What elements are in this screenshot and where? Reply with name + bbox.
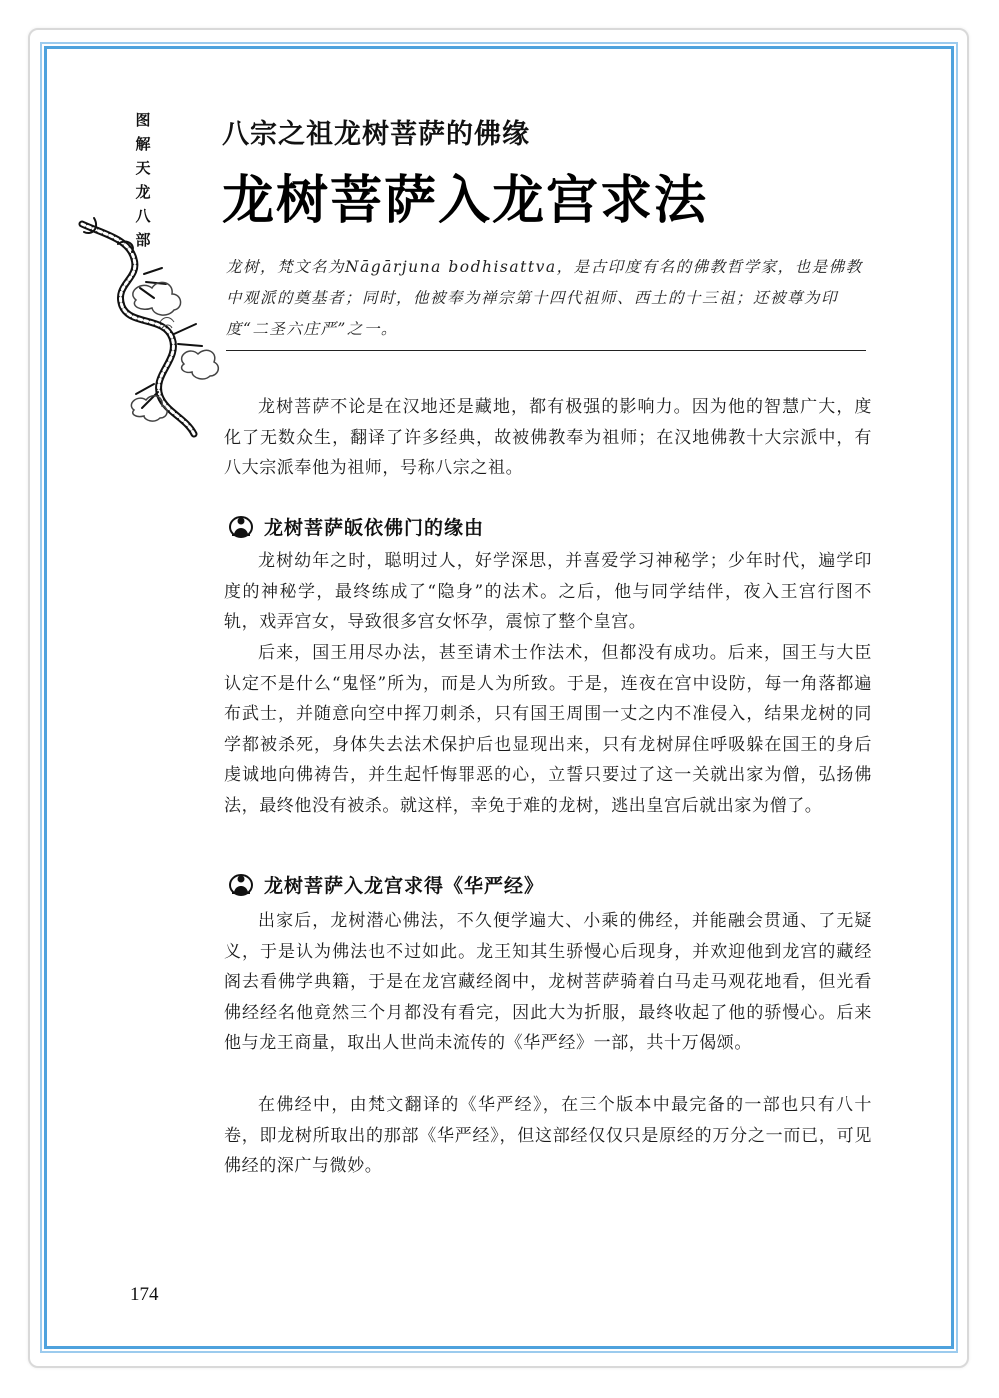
section-heading-label: 龙树菩萨入龙宫求得《华严经》 <box>264 874 545 897</box>
section-paragraph: 在佛经中，由梵文翻译的《华严经》，在三个版本中最完备的一部也只有八十卷，即龙树所取出的那部《华严经》，但这部经仅仅只是原经的万分之一而已，可见佛经的深广与微妙。 <box>224 1095 872 1176</box>
section-paragraph: 后来，国王用尽办法，甚至请术士作法术，但都没有成功。后来，国王与大臣认定不是什么“鬼怪”所为，而是人为所致。于是，连夜在宫中设防，每一角落都遍布武士，并随意向空中挥刀刺杀，只有国王周围一丈之内不准侵入，结果龙树的同学都被杀死，身体失去法术保护后也显现出来，只有龙树屏住呼吸躲在国王的身后虔诚地向佛祷告，并生起忏悔罪恶的心，立誓只要过了这一关就出家为僧，弘扬佛法，最终他没有被杀。就这样，幸免于难的龙树，逃出皇宫后就出家为僧了。 <box>224 643 872 816</box>
side-title-char: 解 <box>135 135 151 153</box>
section-paragraph: 龙树幼年之时，聪明过人，好学深思，并喜爱学习神秘学；少年时代，遍学印度的神秘学，最终练成了“隐身”的法术。之后，他与同学结伴，夜入王宫行图不轨，戏弄宫女，导致很多宫女怀孕，震惊了整个皇宫。 <box>224 551 872 632</box>
subtitle: 八宗之祖龙树菩萨的佛缘 <box>222 119 530 150</box>
page-title: 龙树菩萨入龙宫求法 <box>222 171 709 231</box>
buddha-figure-icon <box>228 871 254 897</box>
section-heading <box>228 510 484 542</box>
intro-text: 龙树，梵文名为Nāgārjuna bodhisattva，是古印度有名的佛教哲学家，也是佛教中观派的奠基者；同时，他被奉为禅宗第十四代祖师、西土的十三祖；还被尊为印度“二圣六庄严”之一。 <box>226 258 863 338</box>
side-title-char: 八 <box>135 207 151 225</box>
side-title-char: 龙 <box>135 183 151 201</box>
divider <box>226 350 866 351</box>
side-title-char: 图 <box>135 111 151 129</box>
section-heading-label: 龙树菩萨皈依佛门的缘由 <box>264 516 485 539</box>
book-page <box>52 54 946 1341</box>
section-heading <box>228 868 544 900</box>
lead-paragraph: 龙树菩萨不论是在汉地还是藏地，都有极强的影响力。因为他的智慧广大，度化了无数众生，翻译了许多经典，故被佛教奉为祖师；在汉地佛教十大宗派中，有八大宗派奉他为祖师，号称八宗之祖。 <box>224 397 872 478</box>
side-title-char: 部 <box>135 231 151 249</box>
page-number: 174 <box>130 1284 159 1305</box>
dragon-illustration <box>74 214 224 454</box>
section-paragraph: 出家后，龙树潜心佛法，不久便学遍大、小乘的佛经，并能融会贯通、了无疑义，于是认为佛法也不过如此。龙王知其生骄慢心后现身，并欢迎他到龙宫的藏经阁去看佛学典籍，于是在龙宫藏经阁中，龙树菩萨骑着白马走马观花地看，但光看佛经经名他竟然三个月都没有看完，因此大为折服，最终收起了他的骄慢心。后来他与龙王商量，取出人世尚未流传的《华严经》一部，共十万偈颂。 <box>224 911 872 1053</box>
side-title-char: 天 <box>135 159 151 177</box>
buddha-figure-icon <box>228 513 254 539</box>
